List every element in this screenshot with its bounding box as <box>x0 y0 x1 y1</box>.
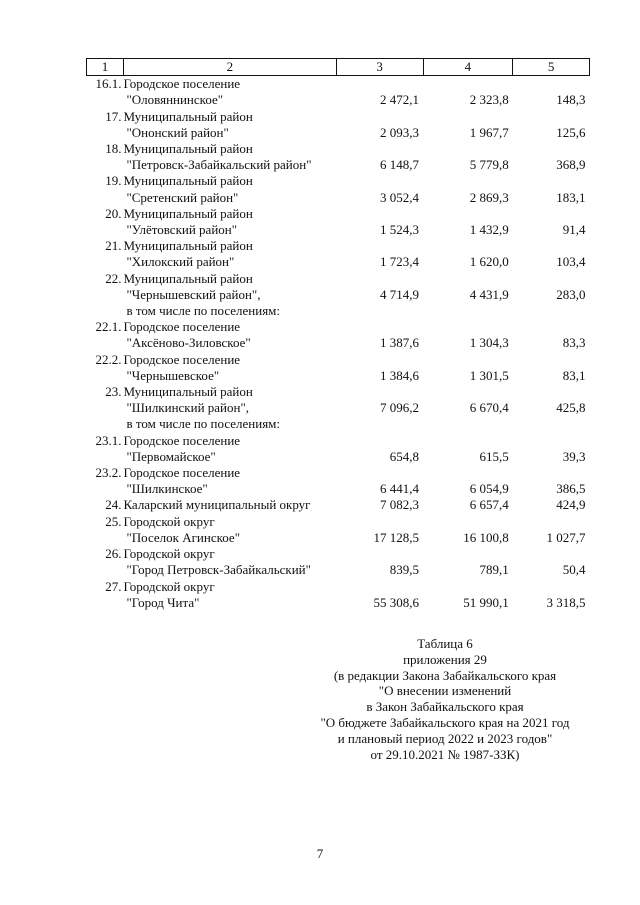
table-row <box>87 206 590 238</box>
column-header: 1 <box>87 59 124 76</box>
row-value-v3 <box>336 173 423 205</box>
row-name-line2: "Шилкинское" <box>126 481 208 497</box>
row-name-line1: Муниципальный район <box>123 238 253 254</box>
value-text: 368,9 <box>556 157 586 173</box>
row-value-v4 <box>423 271 513 320</box>
row-name <box>123 271 336 320</box>
table-row <box>87 384 590 433</box>
row-name-line1: Каларский муниципальный округ <box>123 497 311 513</box>
row-name <box>123 497 336 513</box>
row-number: 18. <box>105 141 122 157</box>
row-number: 27. <box>105 578 122 594</box>
row-value-v3 <box>336 352 423 384</box>
table-row <box>87 465 590 497</box>
table-row <box>87 271 590 320</box>
row-value-v5 <box>513 238 590 270</box>
table-row <box>87 546 590 578</box>
column-header: 5 <box>513 59 590 76</box>
row-name-line1: Городское поселение <box>123 351 241 367</box>
row-name-line1: Муниципальный район <box>123 108 253 124</box>
value-text: 2 472,1 <box>380 92 419 108</box>
value-text: 424,9 <box>556 497 586 513</box>
column-header: 2 <box>123 59 336 76</box>
row-name-line1: Муниципальный район <box>123 205 253 221</box>
value-text: 17 128,5 <box>373 529 419 545</box>
row-name <box>123 433 336 465</box>
row-name-line1: Муниципальный район <box>123 384 253 400</box>
row-value-v3 <box>336 465 423 497</box>
row-value-v3 <box>336 579 423 611</box>
row-name <box>123 579 336 611</box>
row-number: 22.2. <box>95 351 122 367</box>
value-text: 1 723,4 <box>380 254 419 270</box>
row-value-v4 <box>423 238 513 270</box>
annotation-line: "О бюджете Забайкальского края на 2021 год <box>320 714 570 730</box>
row-name-line2: "Поселок Агинское" <box>126 529 241 545</box>
row-name <box>123 109 336 141</box>
annotation-line: в Закон Забайкальского края <box>366 699 524 715</box>
table-row <box>87 319 590 351</box>
row-name <box>123 514 336 546</box>
row-value-v3 <box>336 497 423 513</box>
row-value-v5 <box>513 433 590 465</box>
row-value-v4 <box>423 546 513 578</box>
value-text: 55 308,6 <box>373 594 419 610</box>
row-value-v3 <box>336 514 423 546</box>
value-text: 1 304,3 <box>469 335 509 351</box>
column-header: 3 <box>336 59 423 76</box>
row-name-line1: Городское поселение <box>123 465 241 481</box>
row-name <box>123 546 336 578</box>
value-text: 91,4 <box>562 222 586 238</box>
row-name-line2: "Аксёново-Зиловское" <box>126 335 251 351</box>
value-text: 6 148,7 <box>380 157 419 173</box>
row-number: 20. <box>105 205 122 221</box>
column-header: 4 <box>423 59 513 76</box>
row-number: 22.1. <box>95 319 122 335</box>
row-number: 25. <box>105 513 122 529</box>
row-value-v4 <box>423 514 513 546</box>
row-value-v5 <box>513 352 590 384</box>
row-name-line2: "Чернышевский район", <box>126 286 261 302</box>
row-value-v3 <box>336 109 423 141</box>
value-text: 4 714,9 <box>380 286 419 302</box>
row-value-v5 <box>513 465 590 497</box>
value-text: 1 524,3 <box>380 222 419 238</box>
annotation-line: и плановый период 2022 и 2023 годов" <box>337 730 553 746</box>
row-value-v5 <box>513 271 590 320</box>
row-value-v3 <box>336 141 423 173</box>
value-text: 7 082,3 <box>380 497 419 513</box>
row-name-line2: "Чернышевское" <box>126 367 220 383</box>
row-value-v5 <box>513 514 590 546</box>
table-row <box>87 238 590 270</box>
row-value-v5 <box>513 319 590 351</box>
row-name-line2: "Сретенский район" <box>126 189 239 205</box>
row-value-v4 <box>423 109 513 141</box>
row-name-line1: Муниципальный район <box>123 173 253 189</box>
table-row <box>87 76 590 109</box>
row-value-v5 <box>513 384 590 433</box>
row-name-line1: Городской округ <box>123 578 215 594</box>
row-value-v4 <box>423 141 513 173</box>
row-value-v3 <box>336 206 423 238</box>
table-row <box>87 109 590 141</box>
row-number: 22. <box>105 270 122 286</box>
row-name-line2: "Первомайское" <box>126 448 216 464</box>
row-value-v5 <box>513 173 590 205</box>
row-name-line1: Городское поселение <box>123 432 241 448</box>
value-text: 16 100,8 <box>463 529 509 545</box>
row-name-line1: Городское поселение <box>123 76 241 92</box>
value-text: 5 779,8 <box>469 157 509 173</box>
table-row <box>87 579 590 611</box>
row-name-line2: "Шилкинский район", <box>126 400 250 416</box>
row-name-line2: "Оловяннинское" <box>126 92 224 108</box>
value-text: 83,1 <box>562 367 586 383</box>
value-text: 7 096,2 <box>380 400 419 416</box>
value-text: 2 093,3 <box>380 124 419 140</box>
table-row <box>87 352 590 384</box>
row-value-v5 <box>513 497 590 513</box>
row-name <box>123 206 336 238</box>
row-value-v5 <box>513 141 590 173</box>
value-text: 839,5 <box>389 562 419 578</box>
row-value-v3 <box>336 384 423 433</box>
row-name-line3: в том числе по поселениям: <box>126 303 281 319</box>
row-name-line1: Городской округ <box>123 513 215 529</box>
table-row <box>87 433 590 465</box>
row-number: 21. <box>105 238 122 254</box>
row-value-v3 <box>336 76 423 109</box>
row-name-line1: Муниципальный район <box>123 270 253 286</box>
row-name-line1: Городское поселение <box>123 319 241 335</box>
row-value-v4 <box>423 384 513 433</box>
table-header-row <box>87 59 590 76</box>
value-text: 6 441,4 <box>380 481 419 497</box>
value-text: 39,3 <box>562 448 586 464</box>
row-value-v4 <box>423 76 513 109</box>
row-value-v5 <box>513 546 590 578</box>
row-name-line2: "Хилокский район" <box>126 254 235 270</box>
row-value-v3 <box>336 271 423 320</box>
value-text: 50,4 <box>562 562 586 578</box>
row-number: 16.1. <box>95 76 122 92</box>
page-number: 7 <box>316 846 324 861</box>
value-text: 183,1 <box>556 189 586 205</box>
row-value-v3 <box>336 546 423 578</box>
row-name <box>123 76 336 109</box>
value-text: 1 432,9 <box>469 222 509 238</box>
row-name-line1: Муниципальный район <box>123 141 253 157</box>
row-number: 26. <box>105 546 122 562</box>
value-text: 1 967,7 <box>469 124 509 140</box>
value-text: 1 384,6 <box>380 367 419 383</box>
value-text: 3 052,4 <box>380 189 419 205</box>
value-text: 148,3 <box>556 92 586 108</box>
row-value-v3 <box>336 433 423 465</box>
annotation-line: Таблица 6 <box>417 636 473 651</box>
value-text: 83,3 <box>562 335 586 351</box>
table-body <box>87 76 590 611</box>
row-name <box>123 173 336 205</box>
value-text: 386,5 <box>556 481 586 497</box>
row-name <box>123 238 336 270</box>
value-text: 654,8 <box>389 448 419 464</box>
row-name-line2: "Ононский район" <box>126 124 229 140</box>
value-text: 3 318,5 <box>546 594 586 610</box>
row-name-line3: в том числе по поселениям: <box>126 416 281 432</box>
row-number: 24. <box>105 497 122 513</box>
row-name <box>123 352 336 384</box>
row-value-v5 <box>513 579 590 611</box>
table-row <box>87 514 590 546</box>
row-value-v3 <box>336 238 423 270</box>
row-value-v4 <box>423 319 513 351</box>
budget-table <box>86 58 590 611</box>
table-row <box>87 173 590 205</box>
value-text: 103,4 <box>556 254 586 270</box>
row-value-v4 <box>423 465 513 497</box>
row-name-line1: Городской округ <box>123 546 215 562</box>
value-text: 2 323,8 <box>469 92 509 108</box>
row-value-v5 <box>513 109 590 141</box>
row-number: 23. <box>105 384 122 400</box>
row-number: 23.2. <box>95 465 122 481</box>
value-text: 283,0 <box>556 286 586 302</box>
table-annotation <box>300 636 590 762</box>
row-name <box>123 319 336 351</box>
row-name <box>123 141 336 173</box>
annotation-line: "О внесении изменений <box>378 683 512 699</box>
row-name-line2: "Город Чита" <box>126 594 200 610</box>
annotation-line: от 29.10.2021 № 1987-ЗЗК) <box>370 746 520 762</box>
value-text: 51 990,1 <box>463 594 509 610</box>
value-text: 6 054,9 <box>469 481 509 497</box>
value-text: 1 027,7 <box>546 529 586 545</box>
value-text: 615,5 <box>479 448 509 464</box>
row-value-v4 <box>423 433 513 465</box>
value-text: 6 657,4 <box>469 497 509 513</box>
annotation-line: приложения 29 <box>403 651 487 667</box>
value-text: 789,1 <box>479 562 509 578</box>
row-name <box>123 384 336 433</box>
value-text: 6 670,4 <box>469 400 509 416</box>
row-value-v4 <box>423 352 513 384</box>
value-text: 1 301,5 <box>469 367 509 383</box>
value-text: 1 387,6 <box>380 335 419 351</box>
row-value-v5 <box>513 76 590 109</box>
row-value-v4 <box>423 579 513 611</box>
value-text: 125,6 <box>556 124 586 140</box>
row-number: 23.1. <box>95 432 122 448</box>
row-name-line2: "Улётовский район" <box>126 222 238 238</box>
row-number: 19. <box>105 173 122 189</box>
value-text: 425,8 <box>556 400 586 416</box>
row-name <box>123 465 336 497</box>
row-number: 17. <box>105 108 122 124</box>
row-value-v4 <box>423 497 513 513</box>
value-text: 4 431,9 <box>469 286 509 302</box>
row-value-v4 <box>423 206 513 238</box>
row-value-v4 <box>423 173 513 205</box>
row-value-v3 <box>336 319 423 351</box>
row-name-line2: "Город Петровск-Забайкальский" <box>126 562 311 578</box>
table-row <box>87 141 590 173</box>
table-row <box>87 497 590 513</box>
value-text: 2 869,3 <box>469 189 509 205</box>
row-name-line2: "Петровск-Забайкальский район" <box>126 157 312 173</box>
value-text: 1 620,0 <box>469 254 509 270</box>
row-value-v5 <box>513 206 590 238</box>
annotation-line: (в редакции Закона Забайкальского края <box>333 667 557 683</box>
